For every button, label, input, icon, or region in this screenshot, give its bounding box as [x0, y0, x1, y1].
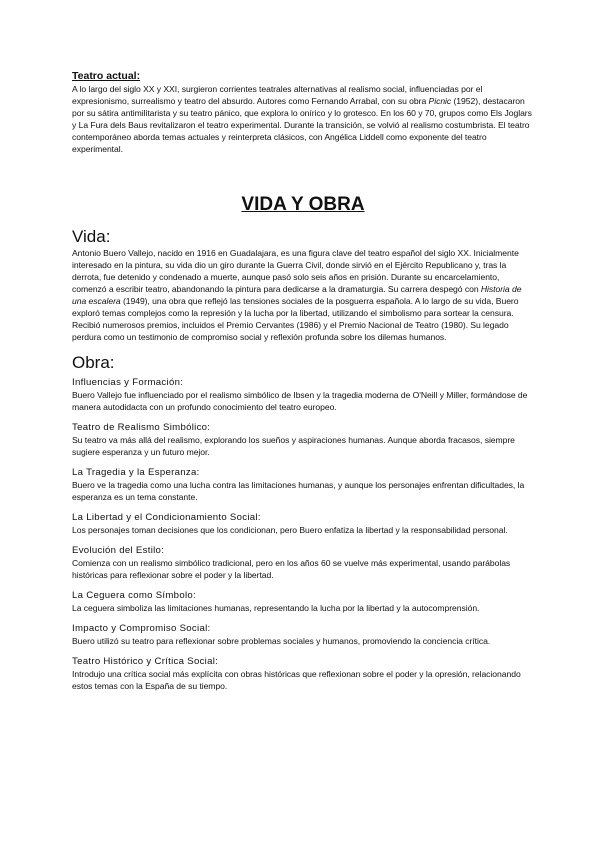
teatro-actual-italic-title: Picnic [428, 96, 452, 106]
vida-section [72, 227, 534, 343]
obra-item-subtitle: La Ceguera como Símbolo: [72, 590, 196, 601]
vida-heading: Vida: [72, 227, 111, 246]
vida-text-1: Antonio Buero Vallejo, nacido en 1916 en Guadalajara, es una figura clave del teatro español del siglo XX. Inicialmente interesado en la pintura, su vida dio un giro durante la Guerra Civil, donde sirvió en el Ejército Republicano y, tras la derrota, fue detenido y condenado a muerte, aunque pasó solo seis años en prisión. Durante su encarcelamiento, comenzó a escribir teatro, abandonando la pintura para dedicarse a la dramaturgia. Su carrera despegó con [72, 248, 519, 294]
obra-item-subtitle: Evolución del Estilo: [72, 545, 165, 556]
obra-item-subtitle: La Libertad y el Condicionamiento Social: [72, 512, 261, 523]
obra-item-subtitle: Impacto y Compromiso Social: [72, 623, 211, 634]
teatro-actual-text-2: (1952), destacaron por su sátira antimilitarista y su teatro pánico, que explora lo onírico y lo grotesco. En los 60 y 70, grupos como Els Joglars y La Fura dels Baus revitalizaron el teatro experimental. Durante la transición, se volvió al realismo costumbrista. El teatro contemporáneo aborda temas actuales y reinterpreta clásicos, con Angélica Liddell como exponente del teatro experimental. [72, 96, 532, 154]
obra-item-text: Su teatro va más allá del realismo, explorando los sueños y aspiraciones humanas. Aunque aborda fracasos, siempre sugiere esperanza y un futuro mejor. [72, 435, 515, 457]
obra-item-subtitle: Teatro de Realismo Simbólico: [72, 422, 211, 433]
document-page [72, 70, 534, 701]
obra-item-subtitle: La Tragedia y la Esperanza: [72, 467, 200, 478]
obra-item-subtitle: Influencias y Formación: [72, 377, 184, 388]
obra-heading: Obra: [72, 353, 115, 372]
obra-item [72, 512, 534, 536]
obra-item-text: Introdujo una crítica social más explícita con obras históricas que reflexionan sobre el poder y la opresión, relacionando estos temas con la España de su tiempo. [72, 669, 521, 691]
obra-item-text: Buero utilizó su teatro para reflexionar sobre problemas sociales y humanos, promoviendo la conciencia crítica. [72, 636, 491, 646]
obra-item [72, 590, 534, 614]
main-title: VIDA Y OBRA [241, 194, 365, 215]
obra-item-text: Comienza con un realismo simbólico tradicional, pero en los años 60 se vuelve más experimental, usando parábolas históricas para reflexionar sobre el poder y la libertad. [72, 558, 511, 580]
obra-item-subtitle: Teatro Histórico y Crítica Social: [72, 656, 219, 667]
vida-paragraph [72, 247, 534, 343]
teatro-actual-title: Teatro actual: [72, 70, 141, 82]
obra-item-text: Los personajes toman decisiones que los condicionan, pero Buero enfatiza la libertad y la responsabilidad personal. [72, 525, 508, 535]
obra-item-text: Buero ve la tragedia como una lucha contra las limitaciones humanas, y aunque los personajes enfrentan dificultades, la esperanza es un tema constante. [72, 480, 525, 502]
obra-item [72, 545, 534, 581]
vida-text-2: (1949), una obra que reflejó las tensiones sociales de la posguerra española. A lo largo de su vida, Buero exploró temas complejos como la represión y la lucha por la libertad, utilizando el simbolismo para sortear la censura. Recibió numerosos premios, incluidos el Premio Cervantes (1986) y el Premio Nacional de Teatro (1980). Su legado perdura como un testimonio de compromiso social y reflexión profunda sobre los dilemas humanos. [72, 296, 519, 342]
obra-item [72, 467, 534, 503]
teatro-actual-text-1: A lo largo del siglo XX y XXI, surgieron corrientes teatrales alternativas al realismo social, influenciadas por el expresionismo, surrealismo y teatro del absurdo. Autores como Fernando Arrabal, con su obra [72, 84, 483, 106]
teatro-actual-section [72, 70, 534, 155]
teatro-actual-paragraph [72, 83, 534, 155]
obra-item [72, 623, 534, 647]
vida-italic-title: Historia de una escalera [72, 284, 522, 306]
obra-section [72, 353, 534, 692]
obra-item [72, 656, 534, 692]
obra-item [72, 422, 534, 458]
obra-item [72, 377, 534, 413]
obra-item-text: La ceguera simboliza las limitaciones humanas, representando la lucha por la libertad y la autocomprensión. [72, 603, 480, 613]
obra-item-text: Buero Vallejo fue influenciado por el realismo simbólico de Ibsen y la tragedia moderna de O'Neill y Miller, formándose de manera autodidacta con un profundo conocimiento del teatro europeo. [72, 390, 528, 412]
